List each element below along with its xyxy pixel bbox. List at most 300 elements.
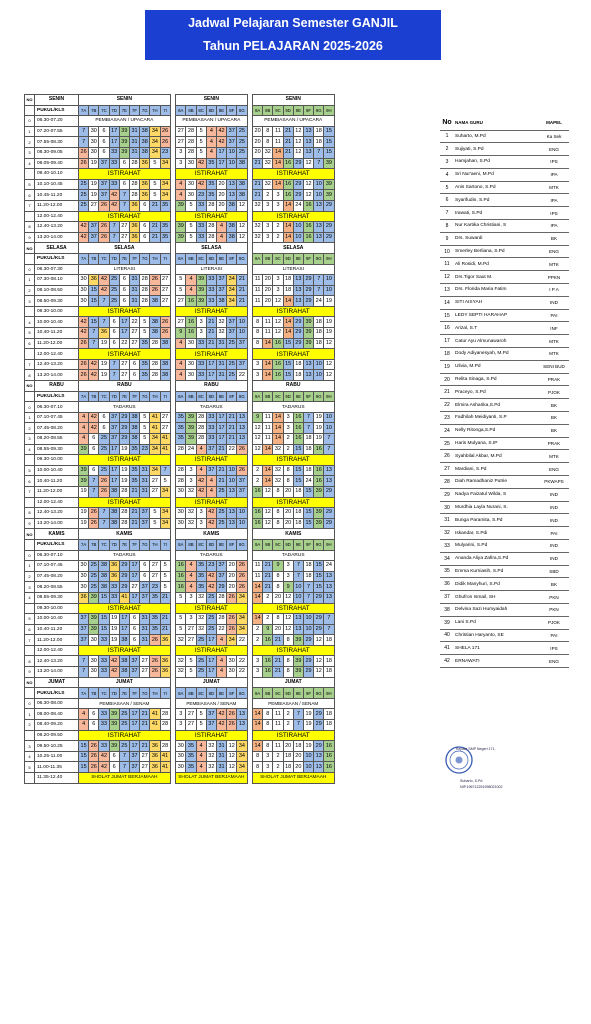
no-header: NO	[25, 243, 35, 254]
teacher-code-cell: 29	[303, 667, 313, 678]
teacher-code-cell: 14	[273, 423, 283, 434]
teacher-no: 39	[440, 616, 454, 629]
teacher-no: 33	[440, 540, 454, 553]
teacher-code-cell: 30	[89, 656, 99, 667]
schedule-row	[25, 296, 335, 307]
period-time: 06.30-07.10	[35, 402, 79, 413]
activity-cell: SHOLAT JUMAT BERJAMAAH	[253, 773, 335, 784]
class-label: 9B	[263, 539, 273, 550]
teacher-code-cell: 29	[324, 200, 334, 211]
teacher-code-cell: 20	[253, 147, 263, 158]
class-label: 7A	[79, 253, 89, 264]
teacher-code-cell: 15	[99, 614, 109, 625]
day-name: SENIN	[35, 95, 79, 106]
day-header-row	[25, 529, 335, 540]
teacher-code-cell: 10	[227, 158, 237, 169]
teacher-code-cell: 16	[253, 486, 263, 497]
teacher-code-cell: 28	[140, 275, 150, 286]
class-label: 8A	[176, 391, 186, 402]
teacher-code-cell: 7	[324, 624, 334, 635]
teacher-code-cell: 5	[186, 200, 196, 211]
class-label: 8F	[227, 539, 237, 550]
teacher-code-cell: 19	[79, 518, 89, 529]
teacher-no: 15	[440, 309, 454, 322]
class-label: 9F	[303, 253, 313, 264]
teacher-code-cell: 39	[109, 709, 119, 720]
class-label: 7A	[79, 105, 89, 116]
teacher-code-cell: 14	[253, 582, 263, 593]
schedule-table	[24, 94, 335, 784]
teacher-code-cell: 18	[293, 741, 303, 752]
teacher-code-cell: 30	[89, 667, 99, 678]
teacher-code-cell: 39	[176, 222, 186, 233]
teacher-code-cell: 42	[89, 370, 99, 381]
teacher-code-cell: 27	[186, 709, 196, 720]
teacher-code-cell: 30	[186, 158, 196, 169]
teacher-code-cell: 12	[324, 370, 334, 381]
period-no: 3	[25, 582, 35, 593]
teacher-code-cell: 39	[303, 338, 313, 349]
teacher-code-cell: 37	[216, 285, 226, 296]
teacher-code-cell: 39	[314, 508, 324, 519]
activity-cell: LITERASI	[253, 264, 335, 275]
break-cell: ISTIRAHAT	[79, 645, 171, 656]
teacher-code-cell: 12	[324, 338, 334, 349]
class-label: 8C	[196, 539, 206, 550]
teacher-row	[440, 514, 569, 527]
teacher-code-cell: 34	[227, 296, 237, 307]
teacher-code-cell: 17	[129, 592, 139, 603]
day-name: JUMAT	[35, 677, 79, 688]
teacher-code-cell: 19	[324, 317, 334, 328]
period-no: 2	[25, 137, 35, 148]
teacher-code-cell: 27	[160, 296, 170, 307]
teacher-code-cell: 33	[109, 147, 119, 158]
period-no: 7	[25, 486, 35, 497]
teacher-code-cell: 4	[176, 370, 186, 381]
grade-day-label: JUMAT	[176, 677, 247, 688]
period-no: 8	[25, 656, 35, 667]
teacher-no: 29	[440, 488, 454, 501]
schedule-row	[25, 359, 335, 370]
teacher-code-cell: 32	[196, 592, 206, 603]
teacher-code-cell: 37	[99, 190, 109, 201]
teacher-code-cell: 3	[263, 222, 273, 233]
class-label: 9E	[293, 253, 303, 264]
teacher-code-cell: 30	[89, 137, 99, 148]
grade-day-label: KAMIS	[176, 529, 247, 540]
activity-cell: LITERASI	[79, 264, 171, 275]
teacher-code-cell: 26	[160, 317, 170, 328]
teacher-code-cell: 12	[263, 508, 273, 519]
teacher-code-cell: 12	[283, 624, 293, 635]
teacher-code-cell: 5	[186, 232, 196, 243]
break-cell: ISTIRAHAT	[176, 730, 247, 741]
teacher-code-cell: 26	[237, 465, 247, 476]
teacher-code-cell: 32	[216, 317, 226, 328]
teacher-row	[440, 348, 569, 361]
teacher-code-cell: 16	[186, 317, 196, 328]
teacher-code-cell: 12	[314, 656, 324, 667]
class-label: 8A	[176, 688, 186, 699]
period-time: 08.55-09.30	[35, 592, 79, 603]
class-header-row	[25, 105, 335, 116]
teacher-code-cell: 38	[140, 137, 150, 148]
teacher-code-cell: 18	[324, 667, 334, 678]
teacher-code-cell: 19	[324, 296, 334, 307]
teacher-code-cell: 30	[176, 486, 186, 497]
teacher-code-cell: 13	[324, 465, 334, 476]
teacher-code-cell: 13	[237, 434, 247, 445]
teacher-code-cell: 8	[253, 762, 263, 773]
teacher-code-cell: 4	[79, 423, 89, 434]
teacher-code-cell: 42	[196, 158, 206, 169]
teacher-code-cell: 39	[196, 285, 206, 296]
teacher-row	[440, 335, 569, 348]
teacher-code-cell: 31	[129, 275, 139, 286]
teacher-code-cell: 35	[196, 561, 206, 572]
schedule-row	[25, 328, 335, 339]
teacher-code-cell: 13	[303, 126, 313, 137]
period-time: 07.55-08.30	[35, 137, 79, 148]
teacher-code-cell: 39	[293, 667, 303, 678]
teacher-code-cell: 21	[140, 709, 150, 720]
pukul-header: PUKUL/KLS	[35, 105, 79, 116]
teacher-code-cell: 3	[176, 709, 186, 720]
teacher-code-cell: 4	[206, 476, 216, 487]
teacher-code-cell: 37	[237, 486, 247, 497]
teacher-code-cell: 19	[314, 412, 324, 423]
teacher-code-cell: 20	[293, 751, 303, 762]
teacher-code-cell: 10	[227, 465, 237, 476]
teacher-code-cell: 7	[89, 328, 99, 339]
class-header-row	[25, 253, 335, 264]
teacher-code-cell: 3	[186, 592, 196, 603]
teacher-code-cell: 21	[206, 338, 216, 349]
class-label: 7B	[89, 391, 99, 402]
no-header: NO	[25, 529, 35, 540]
class-label: 8C	[196, 391, 206, 402]
teacher-code-cell: 41	[150, 720, 160, 731]
teacher-code-cell: 38	[99, 582, 109, 593]
teacher-code-cell: 17	[206, 656, 216, 667]
teacher-no: 7	[440, 207, 454, 220]
teacher-code-cell: 27	[129, 582, 139, 593]
no-cell	[25, 105, 35, 116]
teacher-code-cell: 31	[216, 751, 226, 762]
teacher-code-cell: 6	[89, 465, 99, 476]
teacher-code-cell: 5	[196, 147, 206, 158]
teacher-code-cell: 35	[150, 624, 160, 635]
teacher-code-cell: 2	[253, 635, 263, 646]
teacher-code-cell: 15	[79, 741, 89, 752]
class-label: 7H	[150, 253, 160, 264]
teacher-code-cell: 31	[140, 476, 150, 487]
no-cell	[25, 688, 35, 699]
teacher-code-cell: 42	[99, 275, 109, 286]
period-time: 11.20-12.00	[35, 486, 79, 497]
teacher-code-cell: 6	[129, 614, 139, 625]
teacher-code-cell: 29	[293, 158, 303, 169]
teacher-code-cell: 19	[109, 635, 119, 646]
teacher-code-cell: 21	[160, 592, 170, 603]
class-label: 8G	[237, 539, 247, 550]
teacher-code-cell: 11	[273, 137, 283, 148]
teacher-code-cell: 35	[196, 582, 206, 593]
teacher-code-cell: 36	[129, 222, 139, 233]
teacher-code-cell: 15	[283, 338, 293, 349]
schedule-row	[25, 518, 335, 529]
teacher-code-cell: 4	[176, 179, 186, 190]
period-no: 3	[25, 296, 35, 307]
teacher-code-cell: 6	[109, 762, 119, 773]
teacher-subject: IPA	[539, 220, 569, 233]
teacher-row	[440, 258, 569, 271]
teacher-code-cell: 15	[314, 571, 324, 582]
period-time: 12.40-13.20	[35, 508, 79, 519]
teacher-code-cell: 25	[109, 296, 119, 307]
grade-day-label: SELASA	[176, 243, 247, 254]
period-time: 08.20-08.55	[35, 582, 79, 593]
teacher-code-cell: 5	[150, 190, 160, 201]
teacher-code-cell: 9	[283, 582, 293, 593]
teacher-name: LEDY SEPTI HARAHAP	[454, 309, 539, 322]
break-cell: ISTIRAHAT	[79, 730, 171, 741]
schedule-row	[25, 444, 335, 455]
teacher-subject: IND	[539, 296, 569, 309]
teacher-code-cell: 35	[176, 434, 186, 445]
teacher-code-cell: 17	[216, 434, 226, 445]
class-label: 8D	[206, 105, 216, 116]
teacher-code-cell: 3	[273, 200, 283, 211]
teacher-no: 21	[440, 386, 454, 399]
teacher-subject: MTK	[539, 335, 569, 348]
teacher-code-cell: 14	[283, 200, 293, 211]
teacher-code-cell: 27	[119, 370, 129, 381]
period-no: 2	[25, 720, 35, 731]
title-banner	[145, 10, 441, 60]
grade-day-label: SENIN	[253, 95, 335, 106]
teacher-row	[440, 220, 569, 233]
teacher-code-cell: 21	[273, 635, 283, 646]
teacher-code-cell: 14	[273, 412, 283, 423]
teacher-code-cell: 28	[129, 190, 139, 201]
teacher-code-cell: 11	[263, 317, 273, 328]
teacher-code-cell: 29	[314, 720, 324, 731]
class-label: 7D	[109, 391, 119, 402]
teacher-name: Murdhia Layla Nurani, S.	[454, 501, 539, 514]
teacher-code-cell: 32	[176, 656, 186, 667]
break-cell: ISTIRAHAT	[176, 306, 247, 317]
teacher-code-cell: 8	[283, 465, 293, 476]
teacher-code-cell: 6	[109, 328, 119, 339]
teacher-code-cell: 27	[119, 359, 129, 370]
teacher-code-cell: 18	[324, 635, 334, 646]
teacher-code-cell: 25	[196, 635, 206, 646]
teacher-code-cell: 33	[196, 232, 206, 243]
period-no: 2	[25, 423, 35, 434]
teacher-code-cell: 21	[283, 137, 293, 148]
teacher-no: 25	[440, 437, 454, 450]
teacher-code-cell: 13	[293, 285, 303, 296]
teacher-code-cell: 7	[303, 582, 313, 593]
class-label: 8F	[227, 105, 237, 116]
teacher-subject: PKN	[539, 591, 569, 604]
teacher-code-cell: 38	[150, 317, 160, 328]
teacher-code-cell: 16	[324, 751, 334, 762]
teacher-code-cell: 10	[227, 476, 237, 487]
teacher-code-cell: 39	[109, 720, 119, 731]
teacher-code-cell: 25	[227, 359, 237, 370]
break-cell: ISTIRAHAT	[176, 645, 247, 656]
teacher-code-cell: 30	[89, 635, 99, 646]
activity-cell: TADARUS	[176, 550, 247, 561]
period-no: 0	[25, 698, 35, 709]
class-label: 7C	[99, 539, 109, 550]
teacher-code-cell: 17	[216, 423, 226, 434]
teacher-code-cell: 28	[186, 126, 196, 137]
teacher-code-cell: 39	[324, 158, 334, 169]
teacher-subject: BK	[539, 232, 569, 245]
period-no: 9	[25, 232, 35, 243]
teacher-name: Diah Ramadhaniz Putrie	[454, 476, 539, 489]
teacher-code-cell: 38	[227, 232, 237, 243]
teacher-code-cell: 14	[273, 179, 283, 190]
teacher-code-cell: 18	[324, 709, 334, 720]
teacher-name: Bunga Paramita, S.Pd	[454, 514, 539, 527]
period-no: 0	[25, 116, 35, 127]
teacher-code-cell: 11	[253, 571, 263, 582]
period-time: 07.10-07.45	[35, 412, 79, 423]
teacher-code-cell: 18	[314, 338, 324, 349]
teacher-code-cell: 7	[303, 412, 313, 423]
teacher-code-cell: 41	[150, 423, 160, 434]
break-cell: ISTIRAHAT	[176, 603, 247, 614]
teacher-code-cell: 19	[79, 508, 89, 519]
teacher-code-cell: 14	[283, 328, 293, 339]
teacher-code-cell: 17	[206, 635, 216, 646]
teacher-code-cell: 31	[140, 465, 150, 476]
teacher-row	[440, 194, 569, 207]
teacher-code-cell: 27	[129, 328, 139, 339]
teacher-code-cell: 26	[79, 359, 89, 370]
class-label: 9H	[324, 539, 334, 550]
teacher-code-cell: 16	[273, 359, 283, 370]
schedule-row	[25, 338, 335, 349]
teacher-code-cell: 33	[99, 656, 109, 667]
teacher-code-cell: 34	[150, 137, 160, 148]
teacher-code-cell: 18	[314, 328, 324, 339]
class-label: 7I	[160, 391, 170, 402]
teacher-code-cell: 21	[160, 624, 170, 635]
teacher-code-cell: 21	[129, 486, 139, 497]
day-name: RABU	[35, 381, 79, 392]
teacher-no: 11	[440, 258, 454, 271]
teacher-row	[440, 143, 569, 156]
teacher-code-cell: 26	[227, 624, 237, 635]
teacher-code-cell: 13	[314, 222, 324, 233]
teacher-code-cell: 13	[303, 137, 313, 148]
teacher-code-cell: 39	[303, 328, 313, 339]
teacher-code-cell: 32	[176, 667, 186, 678]
teacher-code-cell: 33	[206, 434, 216, 445]
activity-cell: LITERASI	[176, 264, 247, 275]
teacher-code-cell: 26	[99, 476, 109, 487]
teacher-code-cell: 25	[216, 518, 226, 529]
teacher-code-cell: 17	[206, 667, 216, 678]
teacher-code-cell: 26	[150, 656, 160, 667]
teacher-no: 42	[440, 655, 454, 668]
teacher-code-cell: 17	[216, 147, 226, 158]
teacher-code-cell: 8	[273, 518, 283, 529]
teacher-code-cell: 25	[109, 285, 119, 296]
teacher-code-cell: 8	[263, 709, 273, 720]
teacher-code-cell: 4	[206, 486, 216, 497]
teacher-code-cell: 32	[186, 518, 196, 529]
teacher-code-cell: 17	[129, 709, 139, 720]
teacher-code-cell: 7	[79, 137, 89, 148]
teacher-no: 34	[440, 552, 454, 565]
teacher-code-cell: 35	[196, 571, 206, 582]
teacher-code-cell: 12	[253, 434, 263, 445]
teacher-code-cell: 2	[273, 222, 283, 233]
teacher-code-cell: 2	[253, 624, 263, 635]
teacher-code-cell: 16	[283, 179, 293, 190]
teacher-code-cell: 32	[273, 476, 283, 487]
teacher-code-cell: 16	[303, 200, 313, 211]
teacher-row	[440, 501, 569, 514]
teacher-subject: IPS	[539, 156, 569, 169]
teacher-code-cell: 27	[150, 571, 160, 582]
schedule-row	[25, 592, 335, 603]
teacher-code-cell: 29	[119, 434, 129, 445]
teacher-code-cell: 8	[273, 508, 283, 519]
teacher-code-cell: 24	[314, 296, 324, 307]
teacher-code-cell: 29	[324, 508, 334, 519]
teacher-code-cell: 19	[109, 614, 119, 625]
teacher-code-cell: 38	[119, 656, 129, 667]
no-cell	[25, 391, 35, 402]
teacher-code-cell: 4	[216, 635, 226, 646]
class-label: 8A	[176, 253, 186, 264]
activity-cell: TADARUS	[253, 550, 335, 561]
teacher-code-cell: 37	[227, 317, 237, 328]
teacher-code-cell: 3	[196, 508, 206, 519]
teacher-no: 38	[440, 603, 454, 616]
teacher-code-cell: 32	[206, 751, 216, 762]
class-label: 9H	[324, 688, 334, 699]
teacher-code-cell: 5	[140, 328, 150, 339]
pukul-header: PUKUL/KLS	[35, 688, 79, 699]
teacher-code-cell: 39	[176, 200, 186, 211]
period-no: 4	[25, 444, 35, 455]
teacher-code-cell: 37	[206, 444, 216, 455]
teacher-code-cell: 6	[140, 232, 150, 243]
teacher-code-cell: 11	[263, 412, 273, 423]
teacher-code-cell: 17	[109, 126, 119, 137]
teacher-code-cell: 6	[99, 126, 109, 137]
teacher-subject: PKWAPS	[539, 476, 569, 489]
break-cell: ISTIRAHAT	[79, 169, 171, 180]
teacher-code-cell: 20	[273, 624, 283, 635]
teacher-code-cell: 18	[324, 656, 334, 667]
period-no: 8	[25, 370, 35, 381]
class-label: 9E	[293, 688, 303, 699]
teacher-code-cell: 3	[283, 571, 293, 582]
teacher-code-cell: 12	[227, 762, 237, 773]
break-cell: ISTIRAHAT	[253, 497, 335, 508]
break-cell: ISTIRAHAT	[79, 211, 171, 222]
